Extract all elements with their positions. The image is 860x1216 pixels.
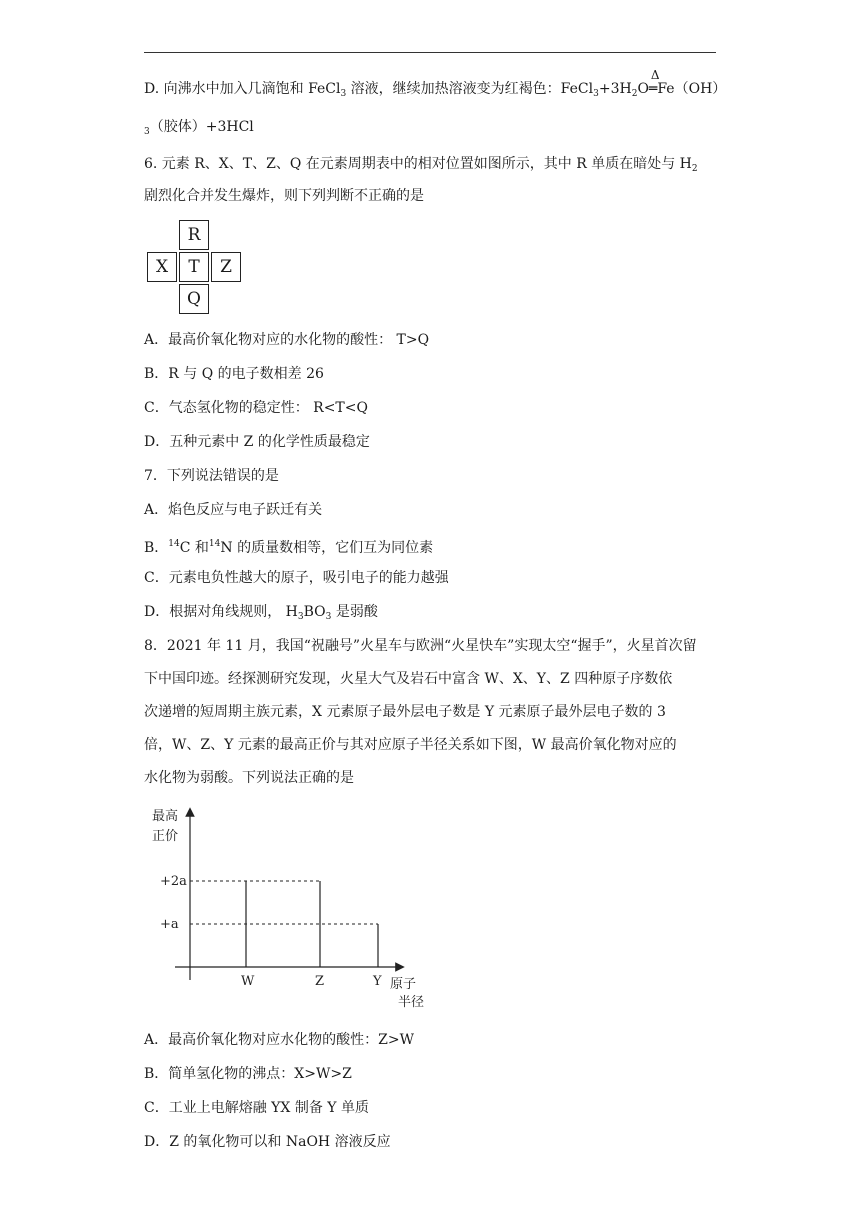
q8-stem-line1: 8．2021 年 11 月，我国“祝融号”火星车与欧洲“火星快车”实现太空“握手”，火星首次留 xyxy=(144,638,697,654)
x-category-label: Z xyxy=(315,974,325,989)
grid-cell-r: R xyxy=(179,220,209,250)
grid-cell-q: Q xyxy=(179,284,209,314)
q8-stem-line4: 倍，W、Z、Y 元素的最高正价与其对应原子半径关系如下图，W 最高价氧化物对应的 xyxy=(144,737,677,753)
q5-option-d-cont: $_3$（胶体）+3HCl xyxy=(144,119,254,137)
y-axis-label-line2: 正价 xyxy=(152,829,179,844)
q7-option-a: A．焰色反应与电子跃迁有关 xyxy=(144,502,323,518)
q7-option-d: D．根据对角线规则， $H_3BO_3$ 是弱酸 xyxy=(144,604,378,622)
x-category-label: W xyxy=(241,974,255,989)
top-rule xyxy=(144,52,716,53)
q8-option-d: D．Z 的氧化物可以和 NaOH 溶液反应 xyxy=(144,1134,391,1150)
heating-equals-sign: Δ ═ xyxy=(648,68,660,97)
q8-stem-line5: 水化物为弱酸。下列说法正确的是 xyxy=(144,770,354,786)
q5-option-d: D. 向沸水中加入几滴饱和 FeCl$_3$ 溶液，继续加热溶液变为红褐色：$FeCl_3+3H_2O$ Δ ═Fe（OH） xyxy=(144,68,727,99)
valence-radius-chart xyxy=(150,800,430,1015)
q7-option-b: B．$^{14}$C 和$^{14}$N 的质量数相等，它们互为同位素 xyxy=(144,539,434,556)
y-tick-label: +a xyxy=(160,917,179,932)
q6-option-c: C．气态氢化物的稳定性： R<T<Q xyxy=(144,400,368,416)
q8-option-c: C．工业上电解熔融 YX 制备 Y 单质 xyxy=(144,1100,369,1116)
q6-option-b: B．R 与 Q 的电子数相差 26 xyxy=(144,366,324,382)
grid-cell-t: T xyxy=(179,252,209,282)
x-axis-label-line1: 原子 xyxy=(390,977,417,992)
x-category-label: Y xyxy=(373,974,382,989)
q6-option-a: A．最高价氧化物对应的水化物的酸性： T>Q xyxy=(144,332,430,348)
q8-stem-line2: 下中国印迹。经探测研究发现，火星大气及岩石中富含 W、X、Y、Z 四种原子序数依 xyxy=(144,671,673,687)
q6-option-d: D．五种元素中 Z 的化学性质最稳定 xyxy=(144,434,370,450)
periodic-position-grid xyxy=(147,220,243,316)
q8-option-b: B．简单氢化物的沸点：X>W>Z xyxy=(144,1066,352,1082)
q6-stem-line1: 6. 元素 R、X、T、Z、Q 在元素周期表中的相对位置如图所示，其中 R 单质在暗处与 $H_2$ xyxy=(144,156,698,174)
q7-option-c: C．元素电负性越大的原子，吸引电子的能力越强 xyxy=(144,570,449,586)
q8-option-a: A．最高价氧化物对应水化物的酸性：Z>W xyxy=(144,1032,414,1048)
q8-stem-line3: 次递增的短周期主族元素，X 元素原子最外层电子数是 Y 元素原子最外层电子数的 3 xyxy=(144,704,666,720)
y-axis-label-line1: 最高 xyxy=(152,809,179,824)
x-axis-label-line2: 半径 xyxy=(398,995,425,1010)
y-tick-label: +2a xyxy=(160,874,187,889)
q6-stem-line2: 剧烈化合并发生爆炸，则下列判断不正确的是 xyxy=(144,188,424,204)
grid-cell-x: X xyxy=(147,252,177,282)
grid-cell-z: Z xyxy=(211,252,241,282)
q7-stem: 7．下列说法错误的是 xyxy=(144,468,279,484)
